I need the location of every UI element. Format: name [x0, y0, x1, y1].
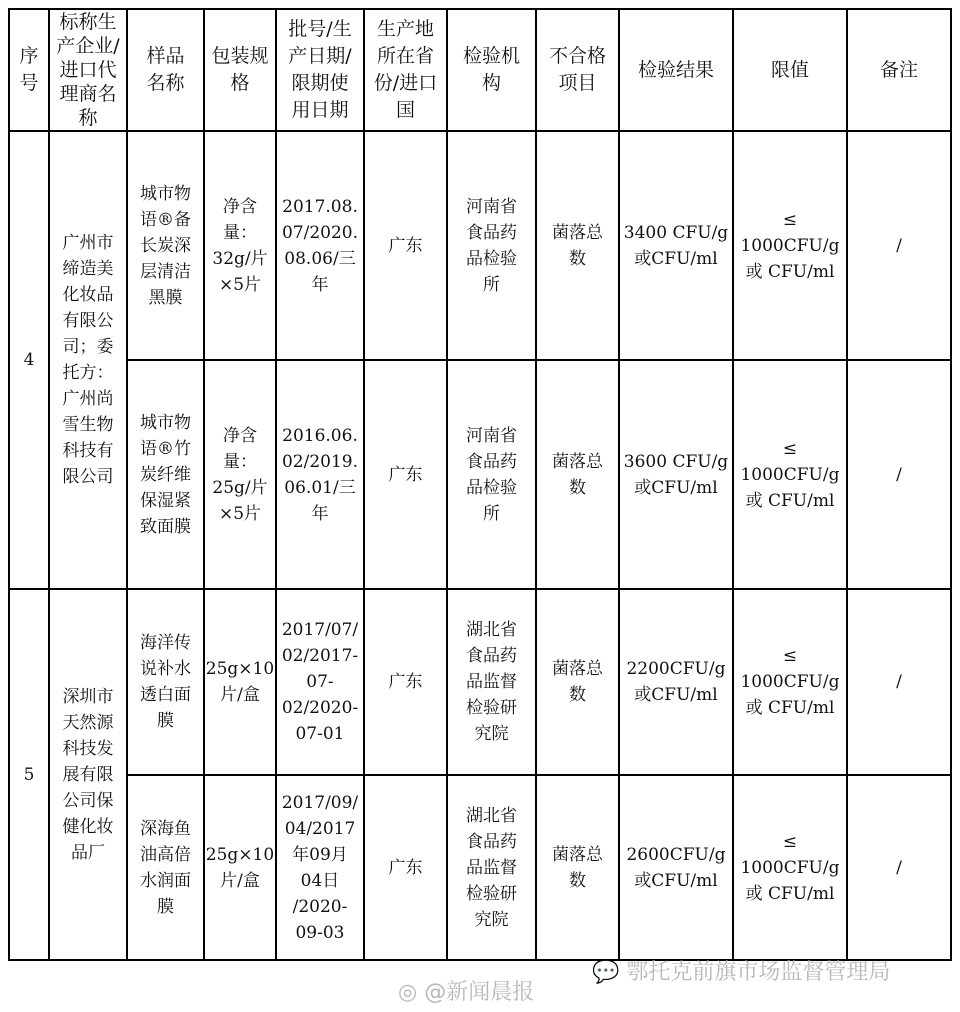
- failed-item: 菌落总 数: [536, 360, 619, 589]
- header-cell: 序 号: [9, 9, 49, 131]
- note: /: [847, 589, 951, 775]
- failed-item: 菌落总 数: [536, 589, 619, 775]
- failed-item: 菌落总 数: [536, 775, 619, 960]
- seq-no: 4: [9, 131, 49, 589]
- sample-name: 城市物 语®备 长炭深 层清洁 黑膜: [127, 131, 204, 360]
- company: 广州市 缔造美 化妆品 有限公 司；委 托方： 广州尚 雪生物 科技有 限公司: [49, 131, 127, 589]
- result: 2600CFU/g 或CFU/ml: [619, 775, 733, 960]
- lab: 河南省 食品药 品检验 所: [447, 360, 536, 589]
- wechat-icon: 💬: [592, 960, 620, 985]
- sample-name: 海洋传 说补水 透白面 膜: [127, 589, 204, 775]
- origin: 广东: [364, 775, 447, 960]
- header-cell: 限值: [733, 9, 847, 131]
- lab: 湖北省 食品药 品监督 检验研 究院: [447, 775, 536, 960]
- wechat-watermark: [592, 955, 890, 986]
- limit: ≤ 1000CFU/g 或 CFU/ml: [733, 360, 847, 589]
- table-row: [9, 360, 951, 589]
- limit: ≤ 1000CFU/g 或 CFU/ml: [733, 589, 847, 775]
- origin: 广东: [364, 131, 447, 360]
- header-cell: 备注: [847, 9, 951, 131]
- header-cell: 检验机 构: [447, 9, 536, 131]
- header-cell: 批号/生 产日期/ 限期使 用日期: [276, 9, 364, 131]
- failed-item: 菌落总 数: [536, 131, 619, 360]
- package-spec: 净含 量： 32g/片 ×5片: [204, 131, 276, 360]
- note: /: [847, 360, 951, 589]
- batch-date: 2017/09/ 04/2017 年09月 04日 /2020- 09-03: [276, 775, 364, 960]
- package-spec: 25g×10 片/盒: [204, 775, 276, 960]
- limit: ≤ 1000CFU/g 或 CFU/ml: [733, 131, 847, 360]
- result: 3400 CFU/g 或CFU/ml: [619, 131, 733, 360]
- lab: 河南省 食品药 品检验 所: [447, 131, 536, 360]
- lab: 湖北省 食品药 品监督 检验研 究院: [447, 589, 536, 775]
- batch-date: 2017/07/ 02/2017- 07- 02/2020- 07-01: [276, 589, 364, 775]
- package-spec: 25g×10 片/盒: [204, 589, 276, 775]
- table-row: [9, 131, 951, 360]
- sample-name: 城市物 语®竹 炭纤维 保湿紧 致面膜: [127, 360, 204, 589]
- package-spec: 净含 量： 25g/片 ×5片: [204, 360, 276, 589]
- weibo-watermark-text: @新闻晨报: [424, 980, 535, 1005]
- header-cell: 样品 名称: [127, 9, 204, 131]
- limit: ≤ 1000CFU/g 或 CFU/ml: [733, 775, 847, 960]
- batch-date: 2017.08. 07/2020. 08.06/三 年: [276, 131, 364, 360]
- header-cell: 包装规 格: [204, 9, 276, 131]
- company: 深圳市 天然源 科技发 展有限 公司保 健化妆 品厂: [49, 589, 127, 960]
- inspection-table: [8, 8, 952, 961]
- header-cell: 不合格 项目: [536, 9, 619, 131]
- table-row: [9, 775, 951, 960]
- weibo-watermark: [398, 975, 534, 1006]
- note: /: [847, 775, 951, 960]
- note: /: [847, 131, 951, 360]
- result: 2200CFU/g 或CFU/ml: [619, 589, 733, 775]
- header-row: [9, 9, 951, 131]
- header-cell: 检验结果: [619, 9, 733, 131]
- header-cell: 生产地 所在省 份/进口 国: [364, 9, 447, 131]
- origin: 广东: [364, 589, 447, 775]
- weibo-icon: ◎: [398, 980, 418, 1005]
- seq-no: 5: [9, 589, 49, 960]
- wechat-watermark-text: 鄂托克前旗市场监督管理局: [626, 960, 891, 985]
- table-row: [9, 589, 951, 775]
- result: 3600 CFU/g 或CFU/ml: [619, 360, 733, 589]
- header-cell: 标称生 产企业/ 进口代 理商名 称: [49, 9, 127, 131]
- batch-date: 2016.06. 02/2019. 06.01/三 年: [276, 360, 364, 589]
- origin: 广东: [364, 360, 447, 589]
- sample-name: 深海鱼 油高倍 水润面 膜: [127, 775, 204, 960]
